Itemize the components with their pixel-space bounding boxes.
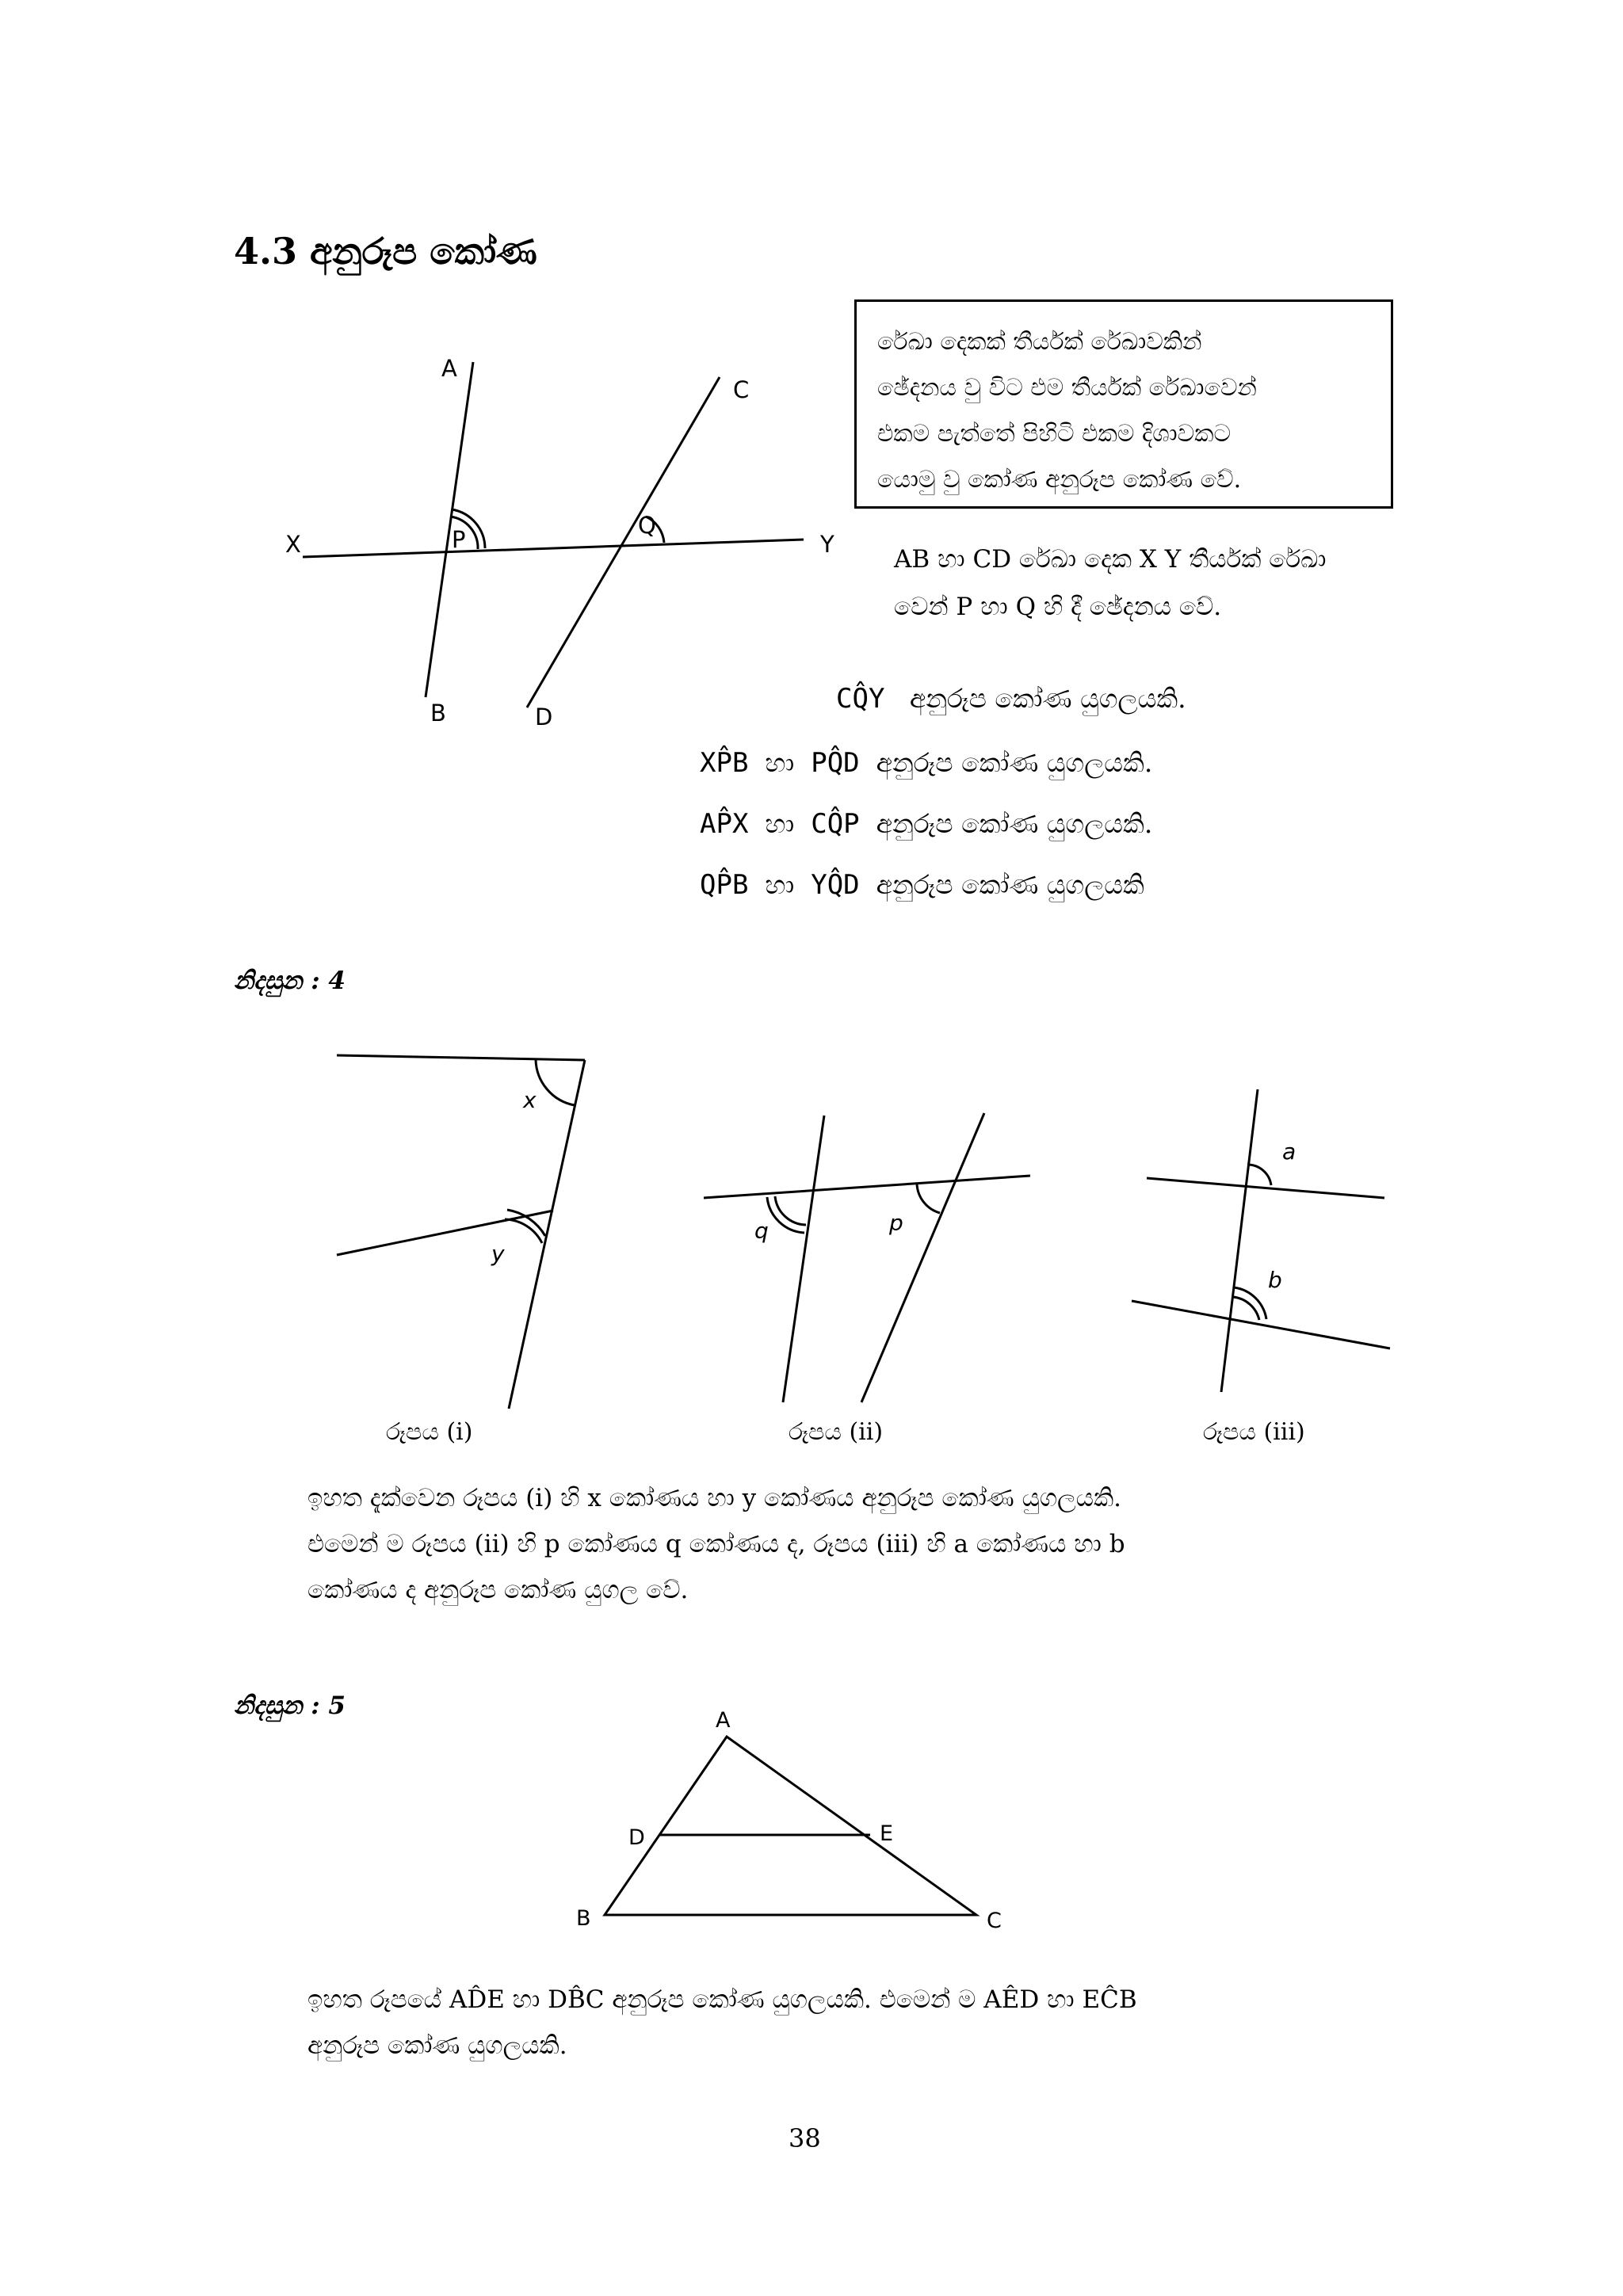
- paragraph-line: කෝණය ද අනුරූප කෝණ යුගල වේ.: [307, 1576, 689, 1604]
- fig-ii-transversal: [704, 1176, 1030, 1198]
- fig1-label-a: A: [441, 355, 457, 382]
- angle-arc-q2: [767, 1197, 804, 1233]
- tri-label-a: A: [716, 1708, 731, 1733]
- angle-arc-y1: [505, 1219, 542, 1243]
- pair-row: [700, 869, 1144, 901]
- tri-label-c: C: [987, 1909, 1002, 1933]
- pair-join: හා: [765, 747, 795, 778]
- example-4-paragraph: [307, 1475, 1125, 1613]
- definition-line: එකම පැත්තේ පිහිටි එකම දිශාවකට: [877, 420, 1232, 448]
- angle-name: CQ̂Y: [836, 683, 885, 715]
- paragraph-line: එමෙන් ම රූපය (ii) හි p කෝණය q කෝණය ද, රූපය (iii) හි a කෝණය හා b: [307, 1530, 1125, 1558]
- paragraph-line: ඉහත දැක්වෙන රූපය (i) හි x කෝණය හා y කෝණය අනුරූප කෝණ යුගලයකි.: [307, 1484, 1122, 1512]
- pair-row: [836, 683, 1186, 715]
- figure-transversal: [303, 362, 804, 707]
- fig1-label-y: Y: [820, 531, 834, 558]
- fig1-label-q: Q: [638, 512, 656, 539]
- triangle-abc: [605, 1737, 976, 1915]
- angle-name: CQ̂P: [811, 808, 860, 840]
- fig-iii-label-a: a: [1282, 1138, 1296, 1165]
- angle-arc-b1: [1233, 1297, 1259, 1320]
- angle-name: AP̂X: [700, 808, 749, 840]
- angle-name: XP̂B: [700, 747, 749, 779]
- definition-line: ඡේදනය වු විට එම තීර්යක් රේඛාවෙන්: [877, 374, 1257, 402]
- angle-name: QP̂B: [700, 869, 749, 901]
- fig-iii-lower-line: [1132, 1301, 1390, 1348]
- fig-i-transversal: [509, 1060, 585, 1409]
- page-number: 38: [789, 2123, 821, 2153]
- fig-i-label-y: y: [491, 1241, 505, 1267]
- tri-label-d: D: [628, 1825, 645, 1850]
- fig-i-label-x: x: [523, 1087, 537, 1113]
- pair-join: හා: [765, 808, 795, 839]
- figure-triangle: [605, 1737, 976, 1915]
- line-ab: [426, 362, 473, 697]
- fig-ii-line-q: [783, 1116, 824, 1402]
- fig-ii-label-q: q: [754, 1218, 769, 1244]
- line-xy: [303, 540, 804, 557]
- angle-arc-x: [536, 1059, 575, 1105]
- fig1-label-c: C: [733, 376, 750, 403]
- caption-iii: රූපය (iii): [1203, 1418, 1305, 1446]
- fig-iii-transversal: [1221, 1089, 1258, 1392]
- pair-text: අනුරූප කෝණ යුගලයකි.: [876, 808, 1153, 839]
- figure-i: [337, 1055, 585, 1409]
- example-5-paragraph: [307, 1977, 1137, 2069]
- fig1-label-b: B: [430, 700, 446, 727]
- fig-iii-label-b: b: [1268, 1267, 1282, 1293]
- definition-line: රේඛා දෙකක් තීර්යක් රේඛාවකින්: [877, 328, 1202, 356]
- fig-ii-line-p: [861, 1113, 984, 1402]
- figure-iii: [1132, 1089, 1390, 1392]
- paragraph-line: ඉහත රූපයේ AD̂E හා DB̂C අනුරූප කෝණ යුගලයකි. එමෙන් ම AÊD හා EĈB: [307, 1985, 1137, 2014]
- definition-line: යොමු වු කෝණ අනුරූප කෝණ වේ.: [877, 466, 1242, 494]
- pair-text: අනුරූප කෝණ යුගලයකි.: [909, 683, 1186, 714]
- angle-name: YQ̂D: [811, 869, 860, 901]
- section-number: 4.3: [234, 230, 298, 273]
- pair-join: හා: [765, 869, 795, 900]
- section-title: අනුරූප කෝණ: [310, 230, 537, 273]
- fig-iii-upper-line: [1147, 1178, 1384, 1198]
- pair-row: [700, 747, 1152, 779]
- example-5-label: නිදසුන : 5: [234, 1691, 346, 1720]
- pair-text: අනුරූප කෝණ යුගලයකි.: [876, 747, 1153, 778]
- fig1-label-d: D: [535, 704, 553, 730]
- intersection-text-line: වෙන් P හා Q හි දී ඡේදනය වේ.: [894, 593, 1222, 621]
- pair-text: අනුරූප කෝණ යුගලයකි: [876, 869, 1144, 900]
- angle-name: PQ̂D: [811, 747, 860, 779]
- caption-ii: රූපය (ii): [789, 1418, 884, 1446]
- angle-arc-p: [917, 1184, 940, 1213]
- caption-i: රූපය (i): [386, 1418, 473, 1446]
- fig-i-top-line: [337, 1055, 585, 1060]
- fig1-label-x: X: [285, 531, 301, 558]
- pair-row: [700, 808, 1152, 840]
- angle-arc-q1: [775, 1196, 806, 1225]
- example-4-label: නිදසුන : 4: [234, 967, 346, 995]
- tri-label-e: E: [880, 1821, 894, 1846]
- fig-i-lower-line: [337, 1211, 553, 1255]
- fig1-label-p: P: [452, 526, 466, 553]
- figure-ii: [704, 1113, 1030, 1402]
- paragraph-line: අනුරූප කෝණ යුගලයකි.: [307, 2031, 567, 2060]
- angle-arc-a: [1247, 1165, 1271, 1185]
- tri-label-b: B: [576, 1906, 591, 1931]
- fig-ii-label-p: p: [889, 1210, 903, 1236]
- intersection-text-line: AB හා CD රේඛා දෙක X Y තීර්යක් රේඛා: [894, 545, 1327, 574]
